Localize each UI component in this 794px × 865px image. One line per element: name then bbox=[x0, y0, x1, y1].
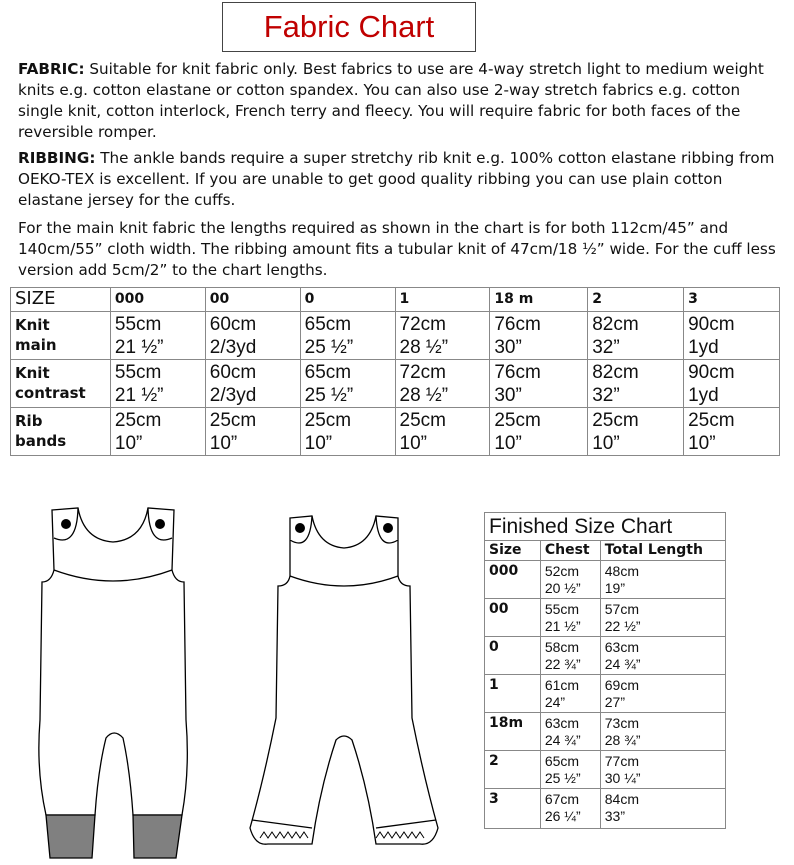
ribbing-note-text: The ankle bands require a super stretchy rib knit e.g. 100% cotton elastane ribbing from OEKO-TEX is excellent. If you are unable to get good quality ribbing you can use plain cotton elastane jersey for the cuffs. bbox=[18, 149, 775, 209]
size-header: 1 bbox=[395, 288, 490, 312]
table-cell: 25cm 10” bbox=[490, 408, 588, 456]
column-header-chest: Chest bbox=[540, 541, 600, 561]
length-cell: 84cm 33” bbox=[600, 789, 725, 829]
chest-cell: 55cm 21 ½” bbox=[540, 599, 600, 637]
size-cell: 0 bbox=[485, 637, 541, 675]
length-cell: 57cm 22 ½” bbox=[600, 599, 725, 637]
table-cell: 25cm 10” bbox=[684, 408, 780, 456]
table-cell: 90cm 1yd bbox=[684, 312, 780, 360]
button-icon bbox=[295, 523, 305, 533]
fabric-note bbox=[18, 59, 788, 143]
length-cell: 77cm 30 ¼” bbox=[600, 751, 725, 789]
cuffless-romper-illustration bbox=[238, 508, 450, 860]
table-cell: 25cm 10” bbox=[588, 408, 684, 456]
table-cell: 72cm 28 ½” bbox=[395, 360, 490, 408]
table-row bbox=[485, 751, 726, 789]
table-cell: 60cm 2/3yd bbox=[205, 360, 300, 408]
size-cell: 3 bbox=[485, 789, 541, 829]
table-row bbox=[485, 561, 726, 599]
chest-cell: 58cm 22 ¾” bbox=[540, 637, 600, 675]
button-icon bbox=[383, 523, 393, 533]
fabric-table-header bbox=[11, 288, 780, 312]
main-fabric-note: For the main knit fabric the lengths required as shown in the chart is for both 112cm/45” and 140cm/55” cloth width. The ribbing amount fits a tubular knit of 47cm/18 ½” wide. For the cuff less version add 5cm/2” to the chart lengths. bbox=[18, 219, 776, 279]
page-title: Fabric Chart bbox=[222, 2, 476, 52]
size-header: 00 bbox=[205, 288, 300, 312]
table-cell: 25cm 10” bbox=[110, 408, 205, 456]
table-cell: 76cm 30” bbox=[490, 360, 588, 408]
size-cell: 18m bbox=[485, 713, 541, 751]
chest-cell: 65cm 25 ½” bbox=[540, 751, 600, 789]
chest-cell: 63cm 24 ¾” bbox=[540, 713, 600, 751]
table-row bbox=[485, 789, 726, 829]
table-cell: 76cm 30” bbox=[490, 312, 588, 360]
table-cell: 65cm 25 ½” bbox=[300, 360, 395, 408]
size-cell: 2 bbox=[485, 751, 541, 789]
fabric-note-text: Suitable for knit fabric only. Best fabrics to use are 4-way stretch light to medium weight knits e.g. cotton elastane or cotton spandex. You can also use 2-way stretch fabrics e.g. cotton single knit, cotton interlock, French terry and fleecy. You will require fabric for both faces of the reversible romper. bbox=[18, 60, 764, 141]
length-cell: 69cm 27” bbox=[600, 675, 725, 713]
button-icon bbox=[155, 519, 165, 529]
table-cell: 25cm 10” bbox=[300, 408, 395, 456]
size-header: 2 bbox=[588, 288, 684, 312]
column-header-size: Size bbox=[485, 541, 541, 561]
table-cell: 60cm 2/3yd bbox=[205, 312, 300, 360]
length-cell: 48cm 19” bbox=[600, 561, 725, 599]
size-cell: 000 bbox=[485, 561, 541, 599]
size-cell: 1 bbox=[485, 675, 541, 713]
table-cell: 25cm 10” bbox=[205, 408, 300, 456]
row-label: Knit contrast bbox=[11, 360, 111, 408]
row-label: Rib bands bbox=[11, 408, 111, 456]
chest-cell: 52cm 20 ½” bbox=[540, 561, 600, 599]
ribbing-note-label: RIBBING: bbox=[18, 149, 96, 167]
table-cell: 65cm 25 ½” bbox=[300, 312, 395, 360]
table-row bbox=[485, 675, 726, 713]
size-header: 3 bbox=[684, 288, 780, 312]
ribbing-note bbox=[18, 148, 788, 211]
finished-size-chart-title: Finished Size Chart bbox=[485, 513, 726, 541]
finished-size-chart-header bbox=[485, 541, 726, 561]
table-cell: 82cm 32” bbox=[588, 360, 684, 408]
table-cell: 82cm 32” bbox=[588, 312, 684, 360]
table-row bbox=[485, 599, 726, 637]
fabric-note-label: FABRIC: bbox=[18, 60, 85, 78]
table-row-knit-contrast bbox=[11, 360, 780, 408]
cuff-icon bbox=[46, 815, 182, 858]
table-cell: 72cm 28 ½” bbox=[395, 312, 490, 360]
chest-cell: 67cm 26 ¼” bbox=[540, 789, 600, 829]
column-header-length: Total Length bbox=[600, 541, 725, 561]
table-row-knit-main bbox=[11, 312, 780, 360]
fabric-requirements-table bbox=[10, 287, 780, 456]
size-cell: 00 bbox=[485, 599, 541, 637]
table-cell: 90cm 1yd bbox=[684, 360, 780, 408]
table-cell: 55cm 21 ½” bbox=[110, 360, 205, 408]
button-icon bbox=[61, 519, 71, 529]
finished-size-chart-title-row bbox=[485, 513, 726, 541]
length-cell: 73cm 28 ¾” bbox=[600, 713, 725, 751]
finished-size-chart bbox=[484, 512, 726, 829]
row-label: Knit main bbox=[11, 312, 111, 360]
table-cell: 25cm 10” bbox=[395, 408, 490, 456]
size-header: 000 bbox=[110, 288, 205, 312]
table-row-rib-bands bbox=[11, 408, 780, 456]
size-header: 18 m bbox=[490, 288, 588, 312]
table-cell: 55cm 21 ½” bbox=[110, 312, 205, 360]
table-row bbox=[485, 713, 726, 751]
size-column-label: SIZE bbox=[11, 288, 111, 312]
size-header: 0 bbox=[300, 288, 395, 312]
chest-cell: 61cm 24” bbox=[540, 675, 600, 713]
length-cell: 63cm 24 ¾” bbox=[600, 637, 725, 675]
table-row bbox=[485, 637, 726, 675]
romper-with-cuffs-illustration bbox=[22, 500, 204, 860]
